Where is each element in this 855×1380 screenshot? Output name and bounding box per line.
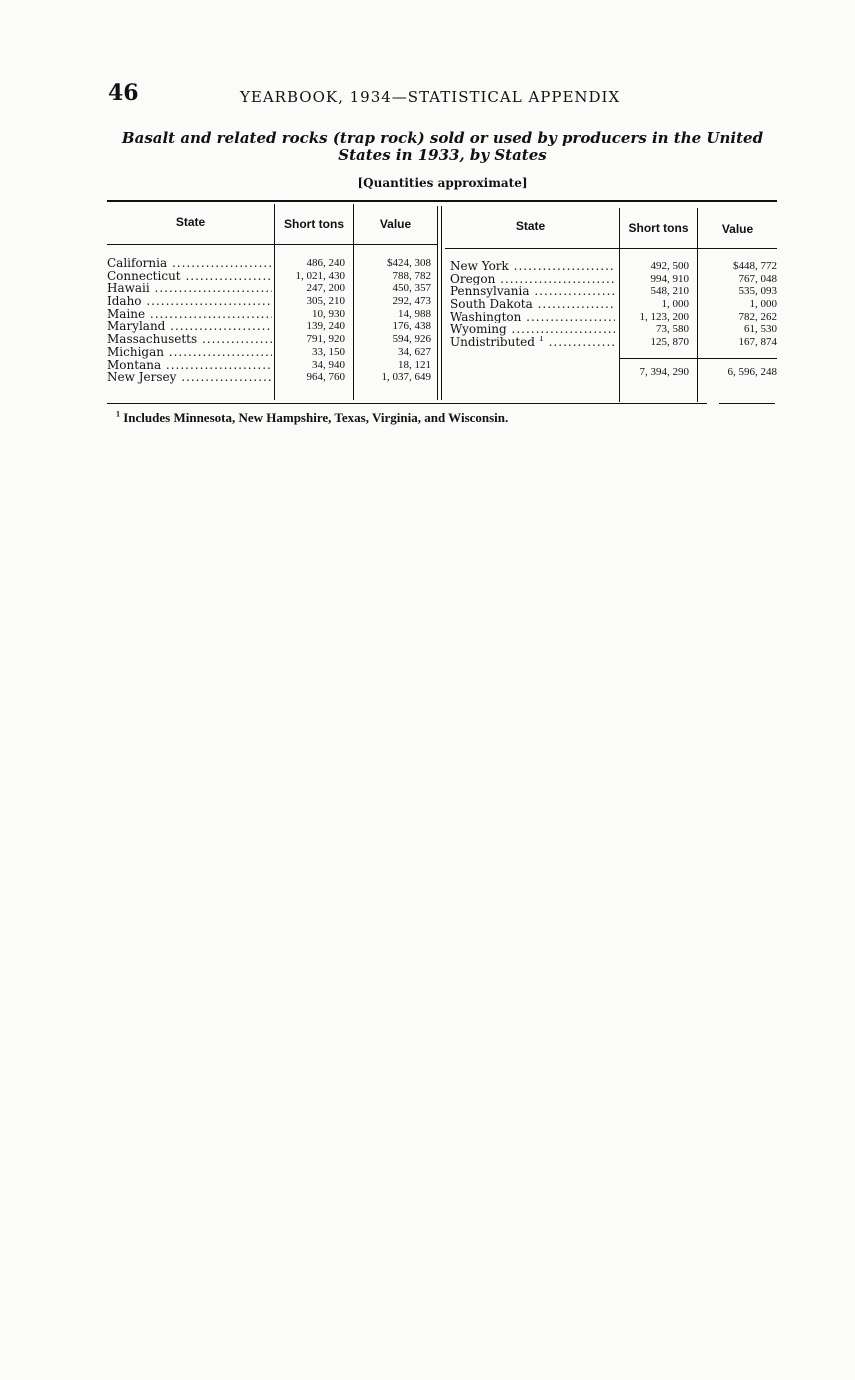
short-tons-cell: 548, 210: [650, 285, 689, 298]
state-cell: Wyoming .....: [450, 323, 615, 336]
value-cell: 594, 926: [392, 333, 431, 346]
state-cell: Montana .....: [107, 359, 272, 372]
table-row: [450, 311, 777, 324]
short-tons-cell: 33, 150: [312, 345, 345, 358]
table-title: Basalt and related rocks (trap rock) sold or used by producers in the United States in 1933, by States: [121, 129, 764, 164]
value-cell: 788, 782: [392, 269, 431, 282]
footnote-mark: 1: [538, 336, 544, 344]
right-table-body: [450, 260, 777, 349]
short-tons-cell: 1, 123, 200: [639, 310, 689, 323]
table-row: [107, 359, 437, 372]
table-bottom-rule-left: [107, 403, 707, 404]
value-cell: 167, 874: [738, 336, 777, 349]
table-row: [107, 282, 437, 295]
state-cell: New York .....: [450, 260, 615, 273]
state-cell: Maine .....: [107, 308, 272, 321]
table-row: [450, 323, 777, 336]
state-cell: Pennsylvania .....: [450, 285, 615, 298]
short-tons-cell: 1, 000: [661, 298, 689, 311]
total-value: 6, 596, 248: [727, 366, 777, 378]
center-double-rule: [437, 206, 438, 400]
table-row: [107, 371, 437, 384]
column-header-state: State: [175, 215, 206, 229]
value-cell: 782, 262: [738, 310, 777, 323]
table-row: [450, 336, 777, 349]
state-cell: California .....: [107, 257, 272, 270]
column-header-state: State: [515, 219, 546, 233]
value-cell: $448, 772: [733, 260, 777, 272]
table-row: [450, 298, 777, 311]
column-header-value: Value: [721, 222, 754, 236]
page-number: 46: [108, 80, 139, 106]
table-subtitle: [Quantities approximate]: [357, 176, 528, 190]
short-tons-cell: 34, 940: [312, 358, 345, 371]
left-table-body: [107, 257, 437, 384]
table-row: [107, 346, 437, 359]
state-cell: Connecticut .....: [107, 270, 272, 283]
value-cell: 61, 530: [744, 323, 777, 336]
value-cell: $424, 308: [387, 257, 431, 269]
value-cell: 767, 048: [738, 272, 777, 285]
table-row: [107, 257, 437, 270]
short-tons-cell: 994, 910: [650, 272, 689, 285]
state-cell: Hawaii .....: [107, 282, 272, 295]
state-name: Undistributed: [450, 336, 535, 349]
value-cell: 18, 121: [398, 358, 431, 371]
footnote-mark: 1: [116, 409, 120, 419]
total-rule: [619, 358, 777, 359]
state-cell: South Dakota .....: [450, 298, 615, 311]
short-tons-cell: 247, 200: [306, 282, 345, 295]
value-cell: 14, 988: [398, 307, 431, 320]
value-cell: 450, 357: [392, 282, 431, 295]
table-top-rule: [107, 200, 777, 202]
state-cell: Oregon .....: [450, 273, 615, 286]
state-cell: Michigan .....: [107, 346, 272, 359]
value-cell: 1, 000: [749, 298, 777, 311]
table-row: [450, 260, 777, 273]
table-footnote: [116, 410, 508, 426]
short-tons-cell: 1, 021, 430: [295, 269, 345, 282]
table-row: [107, 333, 437, 346]
footnote-text: Includes Minnesota, New Hampshire, Texas, Virginia, and Wisconsin.: [123, 410, 509, 425]
value-cell: 34, 627: [398, 345, 431, 358]
value-cell: 1, 037, 649: [381, 371, 431, 384]
short-tons-cell: 305, 210: [306, 295, 345, 308]
table-row: [107, 270, 437, 283]
short-tons-cell: 10, 930: [312, 307, 345, 320]
state-cell: [450, 336, 615, 349]
table-row: [107, 308, 437, 321]
total-short-tons: 7, 394, 290: [639, 366, 689, 378]
state-cell: New Jersey .....: [107, 371, 272, 384]
table-row: [107, 295, 437, 308]
state-cell: Maryland .....: [107, 320, 272, 333]
header-bottom-rule-right: [445, 248, 777, 249]
column-header-short-tons: Short tons: [628, 221, 689, 235]
center-double-rule: [441, 206, 442, 400]
short-tons-cell: 791, 920: [306, 333, 345, 346]
short-tons-cell: 492, 500: [650, 260, 689, 272]
column-header-value: Value: [379, 217, 412, 231]
short-tons-cell: 125, 870: [650, 336, 689, 349]
table-bottom-rule-right: [719, 403, 775, 404]
value-cell: 176, 438: [392, 320, 431, 333]
value-cell: 535, 093: [738, 285, 777, 298]
table-row: [450, 273, 777, 286]
column-header-short-tons: Short tons: [284, 217, 344, 231]
running-title: YEARBOOK, 1934—STATISTICAL APPENDIX: [240, 88, 621, 106]
state-cell: Massachusetts .....: [107, 333, 272, 346]
table-row: [450, 285, 777, 298]
state-cell: Idaho .....: [107, 295, 272, 308]
statistics-table: [107, 200, 777, 406]
value-cell: 292, 473: [392, 295, 431, 308]
short-tons-cell: 486, 240: [306, 257, 345, 269]
table-row: [107, 320, 437, 333]
short-tons-cell: 964, 760: [306, 371, 345, 384]
short-tons-cell: 139, 240: [306, 320, 345, 333]
short-tons-cell: 73, 580: [656, 323, 689, 336]
state-cell: Washington .....: [450, 311, 615, 324]
header-bottom-rule-left: [107, 244, 437, 245]
